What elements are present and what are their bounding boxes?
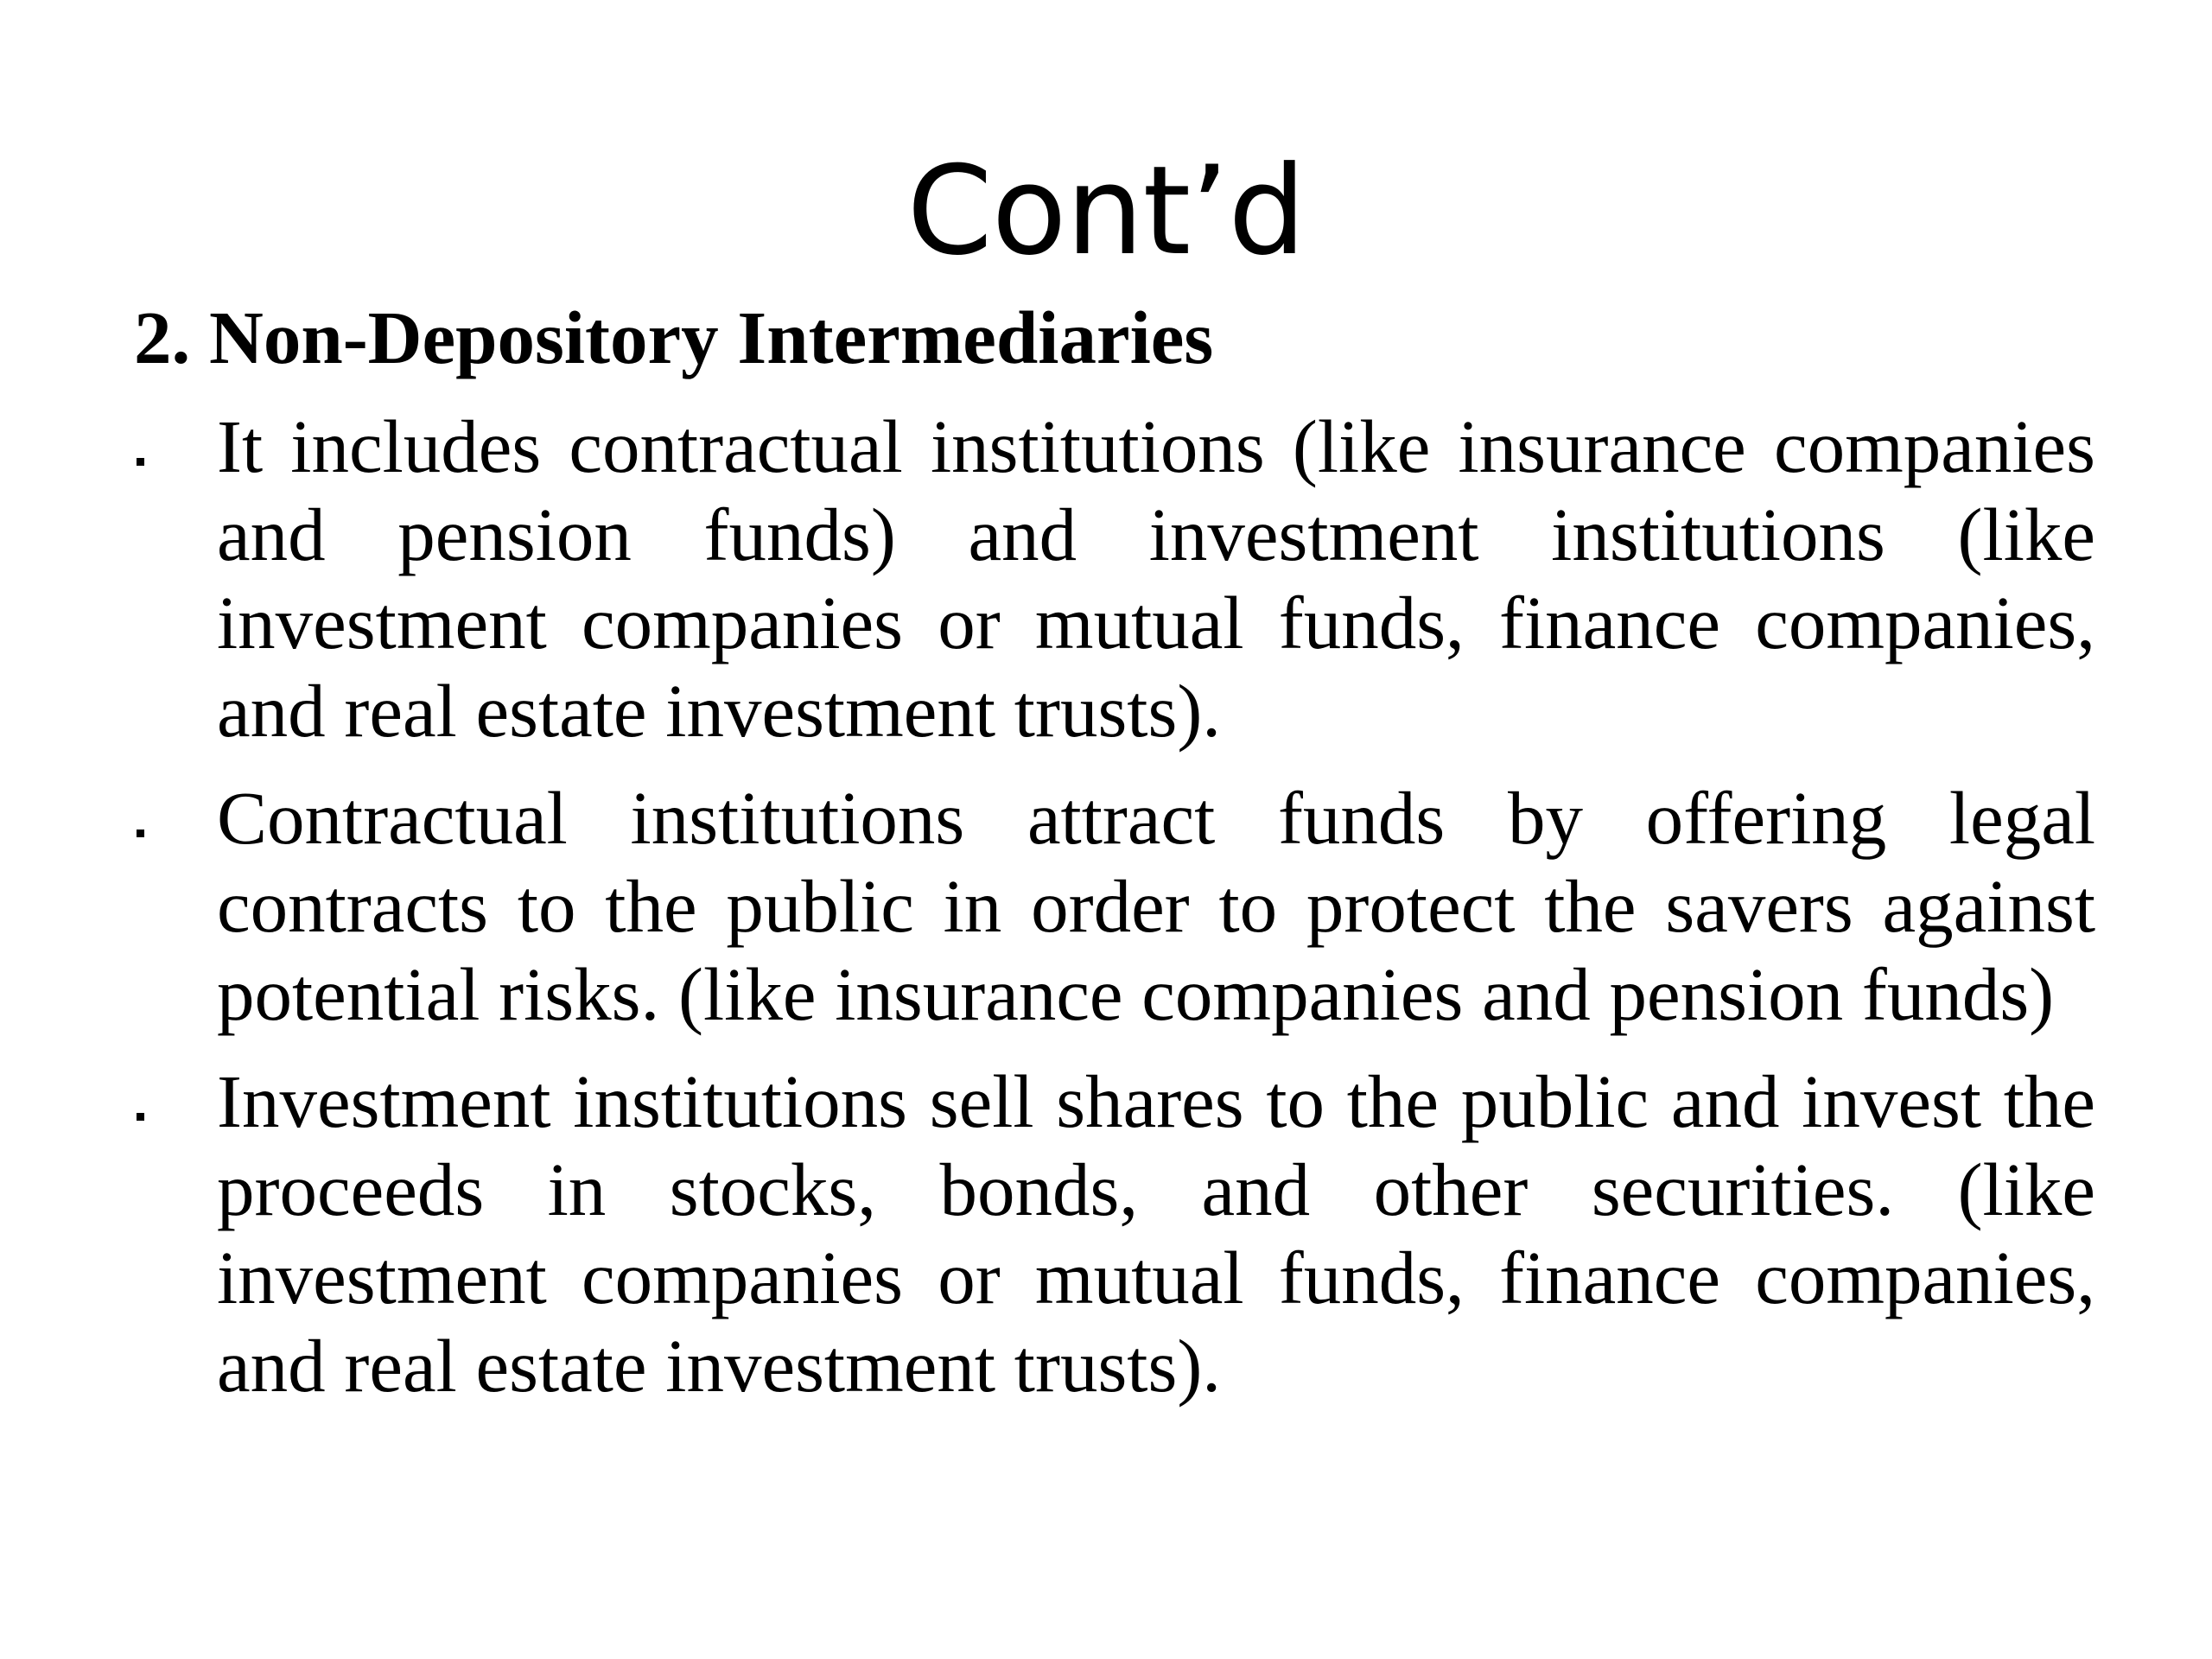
list-item: [134, 403, 2095, 755]
slide-body: [134, 294, 2095, 1429]
list-item: [134, 1058, 2095, 1410]
square-bullet-icon: [137, 774, 171, 862]
bullet-list: [134, 403, 2095, 1410]
bullet-text: Investment institutions sell shares to the public and invest the proceeds in stocks, bonds, and other securities. (like investment companies or mutual funds, finance companies, and real estate investment trusts).: [217, 1059, 2095, 1408]
list-item: [134, 774, 2095, 1039]
section-heading: 2. Non-Depository Intermediaries: [134, 296, 1214, 379]
bullet-text: Contractual institutions attract funds by offering legal contracts to the public in order to protect the savers against potential risks. (like insurance companies and pension funds): [217, 776, 2095, 1036]
slide-title: Cont’d: [906, 140, 1306, 283]
square-bullet-icon: [137, 1058, 171, 1146]
square-bullet-icon: [137, 403, 171, 491]
bullet-text: It includes contractual institutions (like insurance companies and pension funds) and investment institutions (like investment companies or mutual funds, finance companies, and real estate investment trusts).: [217, 404, 2095, 753]
